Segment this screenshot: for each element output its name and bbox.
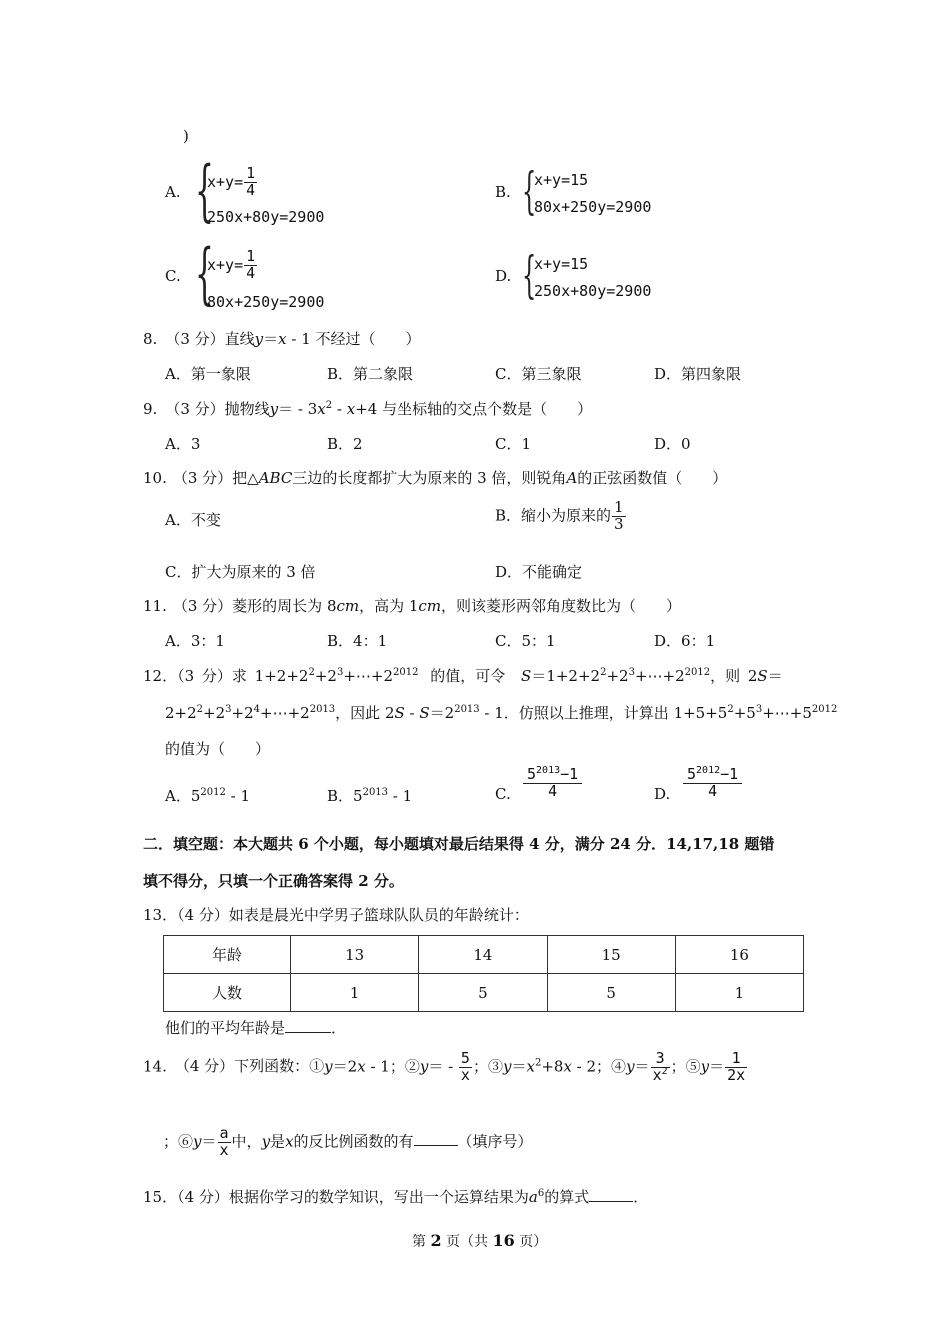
section-2-heading-line1: 二．填空题：本大题共 6 个小题，每小题填对最后结果得 4 分，满分 24 分．14,17,18 题错 bbox=[143, 835, 775, 853]
q12-option-b: B．$5^{2013} - 1$ bbox=[327, 787, 413, 805]
q8-stem: 8. （3 分）直线y＝x - 1 不经过（ ） bbox=[143, 330, 421, 348]
q11-stem: 11. （3 分）菱形的周长为 8cm，高为 1cm，则该菱形两邻角度数比为（ ） bbox=[143, 597, 682, 615]
q9-option-a: A．3 bbox=[165, 435, 201, 453]
q15-stem: 15．（4 分）根据你学习的数学知识，写出一个运算结果为$a^6$的算式 ． bbox=[143, 1188, 649, 1206]
q7-option-b-system: { x+y=15 80x+250y=2900 bbox=[522, 162, 652, 220]
q12-option-d-fraction: $\frac{5^{2012}-1}{4}$ bbox=[682, 767, 743, 800]
q10-stem: 10. （3 分）把△ABC三边的长度都扩大为原来的 3 倍，则锐角A的正弦函数值（ ） bbox=[143, 469, 728, 487]
q12-option-c-fraction: $\frac{5^{2013}-1}{4}$ bbox=[522, 767, 583, 800]
q13-stem: 13．（4 分）如表是晨光中学男子篮球队队员的年龄统计： bbox=[143, 906, 529, 924]
q7-option-d-label: D. bbox=[495, 267, 512, 285]
table-cell: 5 bbox=[419, 974, 547, 1012]
q10-option-a: A．不变 bbox=[165, 511, 221, 529]
q14-line2: ；⑥y＝ $\frac{a}{x}$ 中，y是x的反比例函数的有 （填序号） bbox=[163, 1124, 533, 1159]
q9-option-c: C．1 bbox=[495, 435, 532, 453]
q8-option-d: D．第四象限 bbox=[654, 365, 742, 383]
table-cell: 5 bbox=[547, 974, 675, 1012]
q11-option-a: A．3：1 bbox=[165, 632, 225, 650]
q8-option-a: A．第一象限 bbox=[165, 365, 251, 383]
q12-line3: 的值为（ ） bbox=[165, 740, 271, 758]
q14-line1: 14. （4 分）下列函数：①y＝2x - 1；②y＝ - $\frac{5}{x}$ ；$③y=x^2+8x - 2$；④y＝ $\frac{3}{x^2}$ ；⑤y＝ $\frac{1}{2x}$ bbox=[143, 1049, 746, 1084]
answer-blank[interactable] bbox=[414, 1145, 458, 1146]
answer-blank[interactable] bbox=[285, 1032, 331, 1033]
age-statistics-table bbox=[163, 935, 804, 1012]
q7-b-eq1: x+y=15 bbox=[534, 171, 589, 189]
q7-option-c-label: C. bbox=[165, 267, 181, 285]
q7-d-eq1: x+y=15 bbox=[534, 255, 589, 273]
q7-c-eq1: x+y= $\frac{1}{4}$ bbox=[207, 247, 256, 282]
table-cell: 1 bbox=[675, 974, 803, 1012]
q7-c-eq2: 80x+250y=2900 bbox=[207, 293, 325, 311]
q12-line2: $2+2^2+2^3+2^4+\cdots+2^{2013}$，因此 $2S - S=2^{2013} - 1$．仿照以上推理，计算出 $1+5+5^2+5^3+\cdots+5^{2012}$ bbox=[165, 704, 838, 722]
q7-option-d-system: { x+y=15 250x+80y=2900 bbox=[522, 246, 652, 304]
q7-b-eq2: 80x+250y=2900 bbox=[534, 198, 652, 216]
table-cell: 年龄 bbox=[164, 936, 291, 974]
q7-paren: ) bbox=[183, 127, 189, 145]
q13-answer-line: 他们的平均年龄是 ． bbox=[165, 1019, 347, 1037]
q9-stem: 9. （3 分）抛物线$y= - 3x^2 - x+4$ 与坐标轴的交点个数是（ ） bbox=[143, 400, 593, 418]
table-row bbox=[164, 936, 804, 974]
q11-option-b: B．4：1 bbox=[327, 632, 388, 650]
table-cell: 16 bbox=[675, 936, 803, 974]
q12-option-c-label: C. bbox=[495, 785, 511, 803]
section-2-heading-line2: 填不得分，只填一个正确答案得 2 分。 bbox=[143, 872, 404, 890]
table-row bbox=[164, 974, 804, 1012]
q8-option-b: B．第二象限 bbox=[327, 365, 414, 383]
q8-option-c: C．第三象限 bbox=[495, 365, 582, 383]
table-cell: 14 bbox=[419, 936, 547, 974]
table-cell: 人数 bbox=[164, 974, 291, 1012]
q11-option-c: C．5：1 bbox=[495, 632, 556, 650]
answer-blank[interactable] bbox=[589, 1201, 633, 1202]
q11-option-d: D．6：1 bbox=[654, 632, 716, 650]
q10-option-d: D．不能确定 bbox=[495, 563, 583, 581]
q10-option-c: C．扩大为原来的 3 倍 bbox=[165, 563, 316, 581]
q9-option-b: B．2 bbox=[327, 435, 363, 453]
q7-option-a-system: { x+y= $\frac{1}{4}$ 250x+80y=2900 bbox=[195, 152, 325, 229]
q7-a-eq1: x+y= $\frac{1}{4}$ bbox=[207, 164, 256, 199]
q9-option-d: D．0 bbox=[654, 435, 691, 453]
page-footer: 第 2 页（共 16 页） bbox=[412, 1231, 548, 1250]
q7-option-a-label: A. bbox=[165, 183, 181, 201]
q12-line1: 12．（3 分）求 $1+2+2^2+2^3+\cdots+2^{2012}$ 的值，可令 $S=1+2+2^2+2^3+\cdots+2^{2012}$，则 2S＝ bbox=[143, 667, 783, 685]
q12-option-d-label: D. bbox=[654, 785, 671, 803]
q7-d-eq2: 250x+80y=2900 bbox=[534, 282, 652, 300]
table-cell: 13 bbox=[291, 936, 419, 974]
q12-option-a: A．$5^{2012} - 1$ bbox=[165, 787, 250, 805]
q7-option-c-system: { x+y= $\frac{1}{4}$ 80x+250y=2900 bbox=[195, 235, 325, 312]
q7-option-b-label: B. bbox=[495, 183, 511, 201]
q7-a-eq2: 250x+80y=2900 bbox=[207, 208, 325, 226]
table-cell: 1 bbox=[291, 974, 419, 1012]
table-cell: 15 bbox=[547, 936, 675, 974]
q10-option-b: B．缩小为原来的 $\frac{1}{3}$ bbox=[495, 498, 624, 533]
